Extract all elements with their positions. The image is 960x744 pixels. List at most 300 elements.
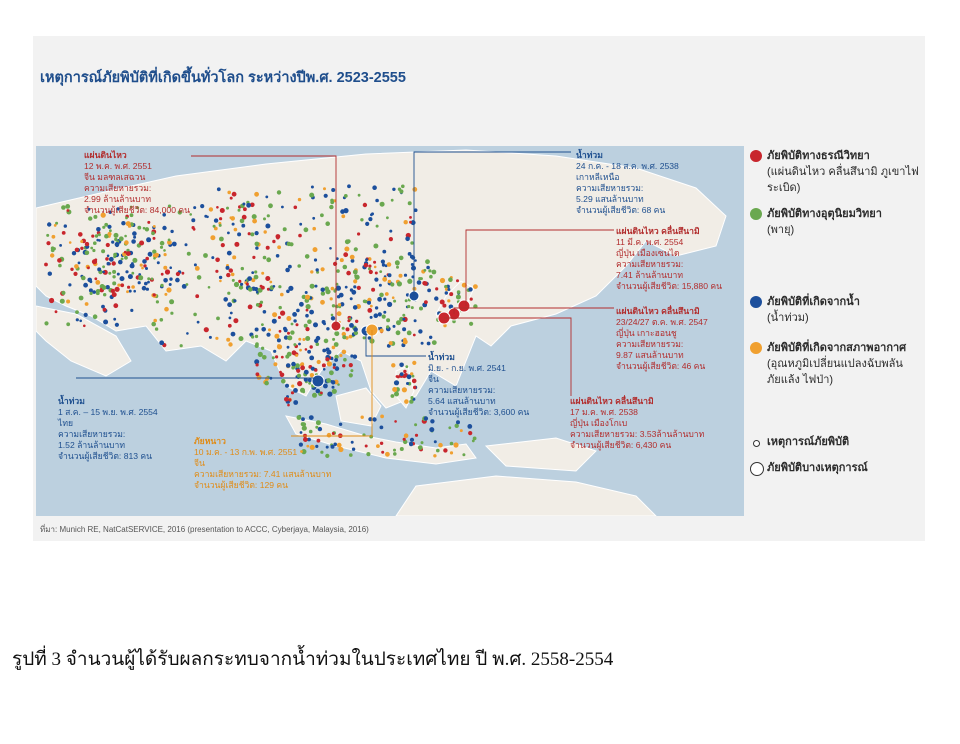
disaster-dot [347, 319, 350, 322]
disaster-dot [296, 323, 299, 326]
disaster-dot [392, 296, 395, 299]
disaster-dot [256, 303, 260, 307]
disaster-dot [375, 306, 378, 309]
annotation-line: จำนวนผู้เสียชีวิต: 46 คน [616, 361, 706, 371]
disaster-dot [332, 386, 335, 389]
disaster-dot [92, 249, 95, 252]
disaster-dot [109, 229, 112, 232]
disaster-dot [280, 311, 285, 316]
disaster-dot [209, 336, 212, 339]
disaster-dot [344, 194, 348, 198]
disaster-dot [332, 432, 335, 435]
disaster-dot [339, 423, 342, 426]
annotation-title: น้ำท่วม [58, 396, 85, 406]
disaster-dot [263, 256, 267, 260]
disaster-dot [115, 323, 119, 327]
disaster-dot [426, 266, 430, 270]
disaster-dot [300, 365, 305, 370]
disaster-dot [295, 354, 298, 357]
disaster-dot [320, 300, 325, 305]
disaster-dot [325, 221, 330, 226]
disaster-dot [124, 240, 129, 245]
annotation-thailand-flood [58, 396, 158, 462]
disaster-dot [219, 217, 222, 220]
disaster-dot [312, 227, 316, 231]
legend-label: ภัยพิบัติที่เกิดจากสภาพอากาศ [767, 342, 907, 354]
disaster-dot [131, 239, 136, 244]
disaster-dot [44, 321, 48, 325]
disaster-dot [293, 388, 298, 393]
disaster-dot [460, 429, 463, 432]
disaster-dot [400, 372, 404, 376]
disaster-dot [400, 447, 404, 451]
annotation-title: ภัยหนาว [194, 436, 226, 446]
disaster-dot [412, 187, 417, 192]
disaster-dot [381, 260, 385, 264]
disaster-dot [472, 440, 475, 443]
disaster-dot [468, 287, 472, 291]
disaster-dot [191, 218, 195, 222]
disaster-dot [75, 248, 79, 252]
disaster-dot [231, 273, 235, 277]
disaster-dot [395, 260, 400, 265]
disaster-dot [386, 325, 389, 328]
disaster-dot [402, 387, 407, 392]
disaster-dot [293, 319, 296, 322]
disaster-dot [195, 294, 199, 298]
disaster-dot [55, 310, 58, 313]
disaster-dot [369, 435, 373, 439]
disaster-dot [370, 213, 373, 216]
annotation-line: 23/24/27 ต.ค. พ.ศ. 2547 [616, 317, 708, 327]
disaster-dot [352, 448, 355, 451]
disaster-dot [268, 203, 273, 208]
disaster-dot [261, 286, 265, 290]
disaster-dot [326, 350, 331, 355]
disaster-dot [277, 190, 281, 194]
disaster-dot [169, 277, 172, 280]
disaster-dot [429, 427, 434, 432]
disaster-dot [217, 187, 221, 191]
disaster-dot [372, 417, 376, 421]
disaster-dot [142, 286, 147, 291]
disaster-dot [301, 417, 305, 421]
disaster-dot [410, 241, 414, 245]
disaster-dot [442, 304, 446, 308]
disaster-dot [305, 254, 310, 259]
disaster-dot [414, 319, 417, 322]
disaster-dot [326, 327, 329, 330]
disaster-dot [132, 231, 137, 236]
disaster-dot [91, 235, 94, 238]
disaster-dot [329, 370, 334, 375]
disaster-dot [411, 266, 416, 271]
disaster-dot [433, 454, 436, 457]
disaster-dot [265, 276, 270, 281]
disaster-dot [369, 270, 373, 274]
disaster-dot [61, 205, 66, 210]
disaster-dot [108, 272, 111, 275]
disaster-dot [52, 235, 56, 239]
disaster-dot [305, 291, 308, 294]
disaster-dot [233, 299, 236, 302]
disaster-dot [456, 279, 459, 282]
disaster-dot [375, 272, 378, 275]
disaster-dot [232, 279, 235, 282]
disaster-dot [153, 293, 156, 296]
annotation-line: จำนวนผู้เสียชีวิต: 6,430 คน [570, 440, 672, 450]
disaster-dot [330, 199, 334, 203]
disaster-dot [78, 232, 83, 237]
disaster-dot [432, 270, 437, 275]
disaster-dot [326, 378, 331, 383]
disaster-dot [46, 241, 50, 245]
disaster-dot [67, 209, 70, 212]
annotation-line: จีน [428, 374, 439, 384]
disaster-dot [153, 319, 157, 323]
disaster-dot [425, 259, 430, 264]
disaster-dot [255, 342, 259, 346]
disaster-dot [172, 242, 177, 247]
disaster-dot [350, 369, 353, 372]
disaster-dot [312, 217, 315, 220]
disaster-dot [349, 323, 354, 328]
disaster-dot [261, 272, 264, 275]
disaster-dot [219, 237, 224, 242]
disaster-dot [440, 278, 445, 283]
disaster-dot [148, 252, 153, 257]
disaster-dot [94, 277, 97, 280]
disaster-dot [320, 213, 324, 217]
disaster-dot [93, 241, 97, 245]
disaster-dot [449, 292, 453, 296]
disaster-dot [138, 275, 143, 280]
disaster-dot [65, 204, 70, 209]
disaster-dot [314, 258, 317, 261]
disaster-dot [372, 185, 377, 190]
disaster-dot [229, 268, 233, 272]
annotation-title: น้ำท่วม [576, 150, 603, 160]
disaster-dot [432, 340, 437, 345]
disaster-dot [216, 206, 219, 209]
disaster-dot [366, 452, 370, 456]
disaster-dot [274, 334, 279, 339]
disaster-dot [336, 269, 340, 273]
disaster-dot [448, 277, 453, 282]
disaster-dot [382, 277, 387, 282]
disaster-dot [261, 327, 266, 332]
disaster-dot [147, 277, 150, 280]
annotation-nkorea-flood [576, 150, 679, 216]
disaster-dot [107, 225, 111, 229]
disaster-dot [250, 232, 254, 236]
annotation-line: เกาหลีเหนือ [576, 172, 620, 182]
disaster-dot [78, 262, 81, 265]
source-note: ที่มา: Munich RE, NatCatSERVICE, 2016 (presentation to ACCC, Cyberjaya, Malaysia, 2016) [40, 525, 369, 534]
disaster-dot [406, 382, 409, 385]
disaster-dot [166, 287, 171, 292]
disaster-dot [107, 262, 111, 266]
disaster-dot [102, 285, 107, 290]
disaster-dot [111, 289, 115, 293]
annotation-sichuan-earthquake [84, 150, 190, 216]
disaster-dot [409, 221, 412, 224]
disaster-dot [291, 366, 295, 370]
disaster-dot [186, 283, 189, 286]
disaster-dot [79, 320, 82, 323]
disaster-dot [264, 230, 267, 233]
disaster-dot [160, 246, 163, 249]
disaster-dot [102, 271, 105, 274]
disaster-dot [405, 237, 410, 242]
disaster-dot [128, 225, 131, 228]
disaster-dot [413, 386, 416, 389]
disaster-dot [457, 290, 461, 294]
disaster-dot [373, 261, 376, 264]
disaster-dot [258, 352, 263, 357]
disaster-dot [98, 239, 101, 242]
disaster-dot [378, 312, 382, 316]
disaster-dot [360, 218, 363, 221]
disaster-dot [226, 273, 230, 277]
annotation-line: ไทย [58, 418, 74, 428]
disaster-dot [279, 330, 282, 333]
disaster-dot [343, 265, 348, 270]
disaster-dot [131, 285, 135, 289]
disaster-dot [389, 341, 393, 345]
disaster-dot [163, 266, 167, 270]
disaster-dot [331, 188, 335, 192]
disaster-dot [277, 245, 281, 249]
disaster-dot [256, 291, 259, 294]
disaster-dot [404, 274, 407, 277]
disaster-dot [404, 220, 408, 224]
disaster-dot [331, 314, 334, 317]
disaster-dot [241, 267, 244, 270]
disaster-dot [363, 336, 366, 339]
disaster-dot [290, 330, 294, 334]
disaster-dot [266, 333, 270, 337]
disaster-dot [117, 284, 120, 287]
disaster-dot [342, 364, 345, 367]
disaster-dot [414, 423, 417, 426]
disaster-dot [283, 227, 287, 231]
event-sendai-quake [458, 300, 470, 312]
disaster-dot [155, 327, 158, 330]
disaster-dot [163, 249, 166, 252]
disaster-dot [281, 379, 286, 384]
disaster-dot [325, 289, 330, 294]
disaster-dot [83, 283, 88, 288]
disaster-dot [413, 334, 416, 337]
disaster-dot [301, 422, 305, 426]
disaster-dot [399, 256, 404, 261]
disaster-dot [197, 275, 202, 280]
disaster-dot [407, 305, 410, 308]
disaster-dot [297, 374, 301, 378]
disaster-dot [368, 217, 372, 221]
disaster-dot [349, 363, 353, 367]
annotation-line: 17 ม.ค. พ.ศ. 2538 [570, 407, 638, 417]
disaster-dot [304, 227, 309, 232]
disaster-dot [408, 201, 412, 205]
disaster-dot [296, 369, 300, 373]
disaster-dot [101, 249, 105, 253]
disaster-dot [47, 222, 51, 226]
disaster-dot [238, 280, 241, 283]
disaster-dot [232, 192, 237, 197]
disaster-dot [387, 262, 392, 267]
disaster-dot [309, 415, 314, 420]
disaster-dot [92, 290, 96, 294]
disaster-dot [96, 291, 100, 295]
disaster-dot [383, 311, 386, 314]
disaster-dot [363, 203, 367, 207]
disaster-dot [239, 285, 243, 289]
annotation-sendai-quake [616, 226, 722, 292]
disaster-dot [151, 322, 156, 327]
disaster-dot [379, 284, 382, 287]
legend-label: ภัยพิบัติที่เกิดจากน้ำ [767, 296, 860, 308]
disaster-dot [132, 258, 137, 263]
disaster-dot [456, 295, 461, 300]
disaster-dot [379, 293, 384, 298]
disaster-dot [84, 313, 88, 317]
disaster-dot [299, 302, 304, 307]
disaster-dot [280, 293, 284, 297]
disaster-dot [227, 191, 231, 195]
disaster-dot [165, 269, 170, 274]
annotation-line: 7.41 ล้านล้านบาท [616, 270, 683, 280]
disaster-dot [147, 281, 150, 284]
annotation-kobe-quake [570, 396, 704, 451]
disaster-dot [139, 241, 144, 246]
disaster-dot [405, 299, 408, 302]
disaster-dot [334, 331, 339, 336]
disaster-dot [87, 278, 92, 283]
disaster-dot [316, 268, 319, 271]
disaster-dot [345, 286, 348, 289]
annotation-title: น้ำท่วม [428, 352, 455, 362]
figure-caption: รูปที่ 3 จำนวนผู้ได้รับผลกระทบจากน้ำท่วมในประเทศไทย ปี พ.ศ. 2558-2554 [12, 649, 614, 670]
annotation-line: 1 ส.ค. – 15 พ.ย. พ.ศ. 2554 [58, 407, 158, 417]
disaster-dot [107, 255, 110, 258]
disaster-dot [197, 321, 200, 324]
disaster-dot [246, 203, 251, 208]
disaster-dot [180, 344, 183, 347]
disaster-dot [227, 232, 230, 235]
disaster-dot [339, 354, 342, 357]
disaster-dot [342, 335, 346, 339]
disaster-dot [237, 232, 241, 236]
disaster-dot [248, 232, 251, 235]
disaster-dot [227, 251, 232, 256]
disaster-dot [131, 262, 134, 265]
disaster-dot [402, 318, 405, 321]
disaster-dot [374, 266, 377, 269]
legend-label: เหตุการณ์ภัยพิบัติ [767, 436, 850, 448]
disaster-dot [410, 255, 414, 259]
disaster-dot [336, 286, 341, 291]
disaster-dot [113, 303, 118, 308]
disaster-dot [87, 267, 90, 270]
disaster-dot [394, 380, 399, 385]
annotation-line: 5.29 แสนล้านบาท [576, 194, 644, 204]
disaster-dot [438, 443, 443, 448]
disaster-dot [89, 288, 93, 292]
disaster-dot [291, 385, 294, 388]
disaster-dot [434, 296, 438, 300]
disaster-dot [182, 272, 185, 275]
disaster-dot [157, 261, 160, 264]
disaster-dot [276, 234, 281, 239]
disaster-dot [255, 246, 258, 249]
disaster-dot [120, 283, 124, 287]
disaster-dot [327, 392, 332, 397]
disaster-dot [83, 325, 86, 328]
disaster-dot [276, 254, 280, 258]
disaster-dot [308, 378, 312, 382]
disaster-dot [382, 250, 386, 254]
disaster-dot [324, 194, 328, 198]
disaster-dot [411, 263, 414, 266]
disaster-dot [286, 363, 291, 368]
disaster-dot [370, 305, 373, 308]
disaster-dot [468, 431, 472, 435]
disaster-dot [396, 266, 399, 269]
disaster-dot [407, 331, 412, 336]
disaster-dot [388, 280, 391, 283]
disaster-dot [231, 332, 236, 337]
disaster-dot [256, 363, 259, 366]
disaster-dot [272, 240, 275, 243]
disaster-dot [305, 348, 308, 351]
disaster-dot [169, 283, 172, 286]
disaster-dot [294, 206, 298, 210]
disaster-dot [284, 397, 289, 402]
disaster-dot [402, 327, 406, 331]
disaster-dot [287, 346, 290, 349]
disaster-dot [160, 318, 164, 322]
disaster-dot [347, 184, 351, 188]
disaster-dot [403, 370, 406, 373]
disaster-dot [112, 281, 116, 285]
disaster-dot [51, 246, 55, 250]
disaster-dot [85, 242, 89, 246]
disaster-dot [273, 285, 276, 288]
disaster-dot [278, 316, 281, 319]
disaster-dot [297, 264, 301, 268]
disaster-dot [418, 445, 423, 450]
disaster-dot [279, 371, 282, 374]
annotation-line: จำนวนผู้เสียชีวิต: 68 คน [576, 205, 666, 215]
blue-dot-icon [750, 296, 762, 308]
disaster-dot [252, 214, 257, 219]
disaster-dot [204, 327, 209, 332]
annotation-line: 5.64 แสนล้านบาท [428, 396, 496, 406]
disaster-dot [467, 424, 472, 429]
disaster-dot [255, 328, 259, 332]
disaster-dot [115, 242, 120, 247]
disaster-dot [74, 264, 79, 269]
disaster-dot [338, 303, 341, 306]
disaster-dot [262, 355, 267, 360]
disaster-dot [469, 322, 473, 326]
disaster-dot [252, 256, 255, 259]
disaster-dot [323, 368, 326, 371]
disaster-dot [151, 231, 155, 235]
disaster-dot [383, 298, 386, 301]
